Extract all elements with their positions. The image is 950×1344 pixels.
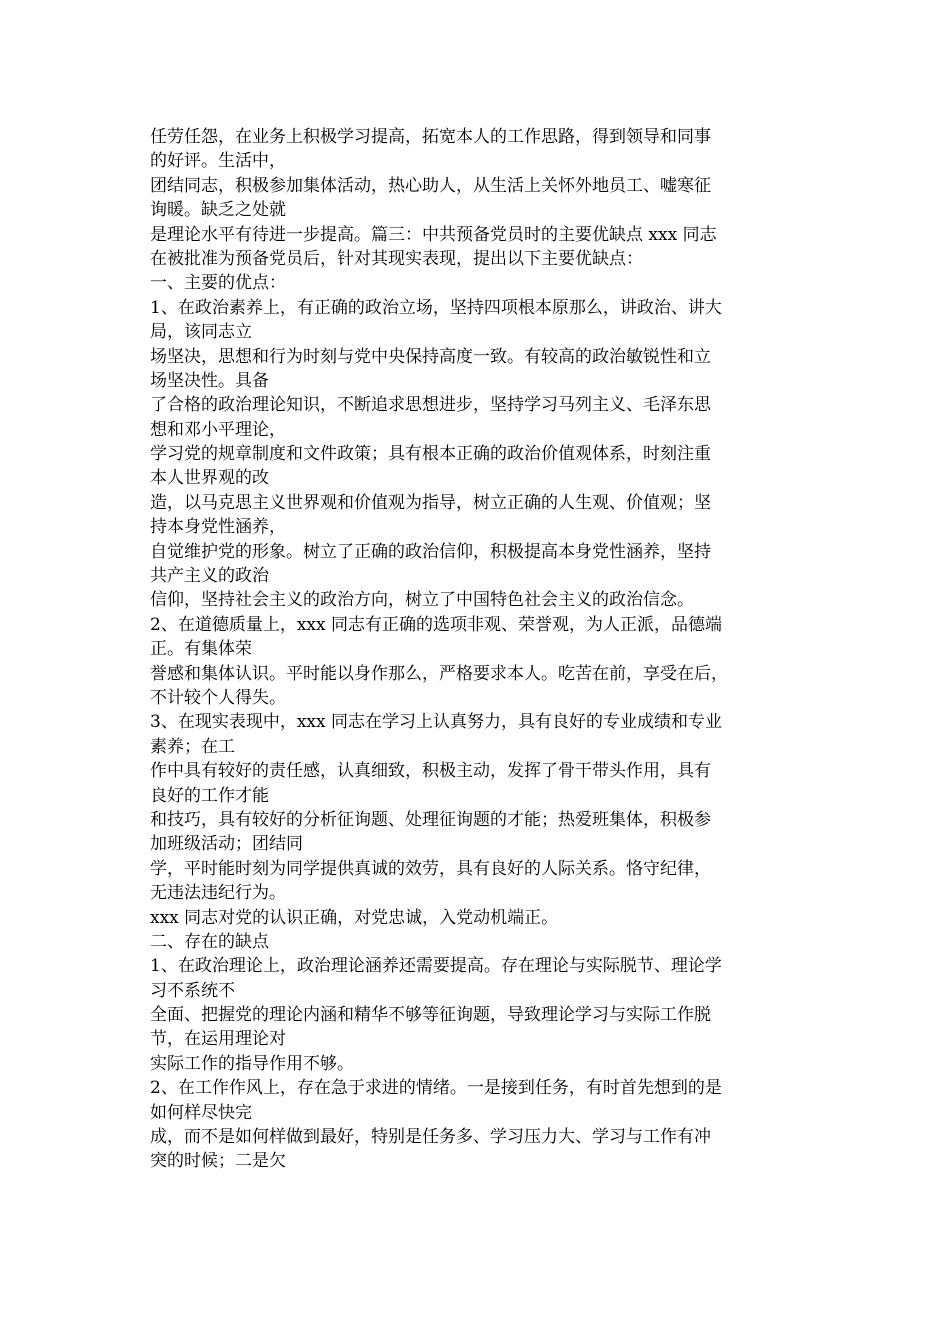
text-line: 任劳任怨，在业务上积极学习提高，拓宽本人的工作思路，得到领导和同事: [150, 127, 711, 147]
text-line: 是理论水平有待进一步提高。篇三：中共预备党员时的主要优缺点 xxx 同志: [150, 224, 717, 245]
text-line: 正。有集体荣: [150, 639, 252, 660]
text-line: 习不系统不: [150, 980, 235, 1001]
text-line: 2、在道德质量上，xxx 同志有正确的选项非观、荣誉观，为人正派，品德端: [150, 614, 722, 635]
text-line: 了合格的政治理论知识，不断追求思想进步，坚持学习马列主义、毛泽东思: [150, 395, 711, 416]
text-line: 场坚决，思想和行为时刻与党中央保持高度一致。有较高的政治敏锐性和立: [150, 346, 711, 367]
text-line: 团结同志，积极参加集体活动，热心助人，从生活上关怀外地员工、嘘寒征: [150, 175, 711, 196]
text-line: 突的时候；二是欠: [150, 1151, 286, 1172]
text-line: 询暖。缺乏之处就: [150, 200, 286, 221]
text-line: 局，该同志立: [150, 322, 252, 343]
text-line: xxx 同志对党的认识正确，对党忠诚，入党动机端正。: [150, 907, 559, 928]
text-line: 的好评。生活中，: [150, 151, 286, 172]
text-line: 学习党的规章制度和文件政策；具有根本正确的政治价值观体系，时刻注重: [150, 444, 711, 465]
text-line: 誉感和集体认识。平时能以身作那么，严格要求本人。吃苦在前，享受在后，: [150, 663, 728, 684]
text-line: 1、在政治素养上，有正确的政治立场，坚持四项根本原那么，讲政治、讲大: [150, 297, 722, 318]
text-line: 共产主义的政治: [150, 566, 269, 587]
text-line: 2、在工作作风上，存在急于求进的情绪。一是接到任务，有时首先想到的是: [150, 1078, 722, 1099]
text-line: 二、存在的缺点: [150, 931, 269, 952]
text-line: 和技巧，具有较好的分析征询题、处理征询题的才能；热爱班集体，积极参: [150, 809, 711, 830]
text-line: 3、在现实表现中，xxx 同志在学习上认真努力，具有良好的专业成绩和专业: [150, 712, 722, 733]
document-body-text: [150, 125, 798, 1174]
text-line: 无违法违纪行为。: [150, 883, 286, 904]
text-line: 良好的工作才能: [150, 785, 269, 806]
text-line: 想和邓小平理论，: [150, 419, 286, 440]
text-line: 成，而不是如何样做到最好，特别是任务多、学习压力大、学习与工作有冲: [150, 1127, 711, 1148]
text-line: 学，平时能时刻为同学提供真诚的效劳，具有良好的人际关系。恪守纪律，: [150, 858, 711, 879]
text-line: 造，以马克思主义世界观和价值观为指导，树立正确的人生观、价值观；坚: [150, 492, 711, 513]
text-line: 本人世界观的改: [150, 468, 269, 489]
text-line: 在被批准为预备党员后，针对其现实表现，提出以下主要优缺点：: [150, 248, 643, 269]
text-line: 持本身党性涵养，: [150, 517, 286, 538]
text-line: 自觉维护党的形象。树立了正确的政治信仰，积极提高本身党性涵养，坚持: [150, 541, 711, 562]
text-line: 实际工作的指导作用不够。: [150, 1053, 354, 1074]
text-line: 信仰，坚持社会主义的政治方向，树立了中国特色社会主义的政治信念。: [150, 590, 694, 611]
text-line: 全面、把握党的理论内涵和精华不够等征询题，导致理论学习与实际工作脱: [150, 1005, 711, 1026]
text-line: 素养；在工: [150, 736, 235, 757]
text-line: 1、在政治理论上，政治理论涵养还需要提高。存在理论与实际脱节、理论学: [150, 956, 722, 977]
text-line: 节，在运用理论对: [150, 1029, 286, 1050]
text-line: 一、主要的优点：: [150, 273, 286, 294]
text-line: 加班级活动；团结同: [150, 834, 303, 855]
text-line: 场坚决性。具备: [150, 370, 269, 391]
text-line: 如何样尽快完: [150, 1102, 252, 1123]
text-line: 作中具有较好的责任感，认真细致，积极主动，发挥了骨干带头作用，具有: [150, 761, 711, 782]
text-line: 不计较个人得失。: [150, 687, 286, 708]
